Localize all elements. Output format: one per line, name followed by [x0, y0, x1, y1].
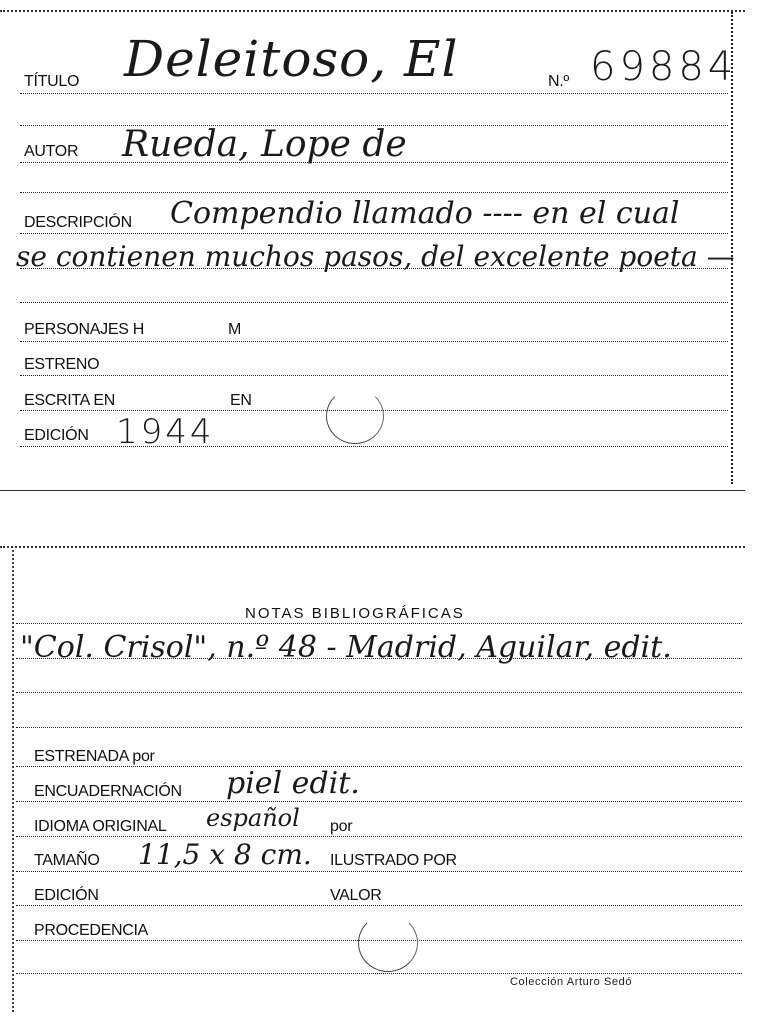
notas-rule-3: [16, 692, 742, 693]
idioma-por-label: por: [330, 818, 353, 835]
descripcion-line2: se contienen muchos pasos, del excelente poeta —: [16, 240, 735, 273]
card-left-edge: [12, 550, 14, 1012]
autor-rule: [20, 162, 728, 163]
personajes-rule: [20, 341, 728, 342]
tamano-value: 11,5 x 8 cm.: [138, 838, 312, 871]
catalog-card-back: [0, 542, 745, 1012]
blank-rule-3: [20, 302, 728, 303]
estreno-label: ESTRENO: [24, 356, 100, 373]
numero-label: N.º: [548, 73, 569, 90]
card-bottom-edge: [0, 490, 745, 491]
stamp-circle-mark: [358, 914, 418, 972]
estrenada-label: ESTRENADA por: [34, 748, 155, 765]
personajes-label: PERSONAJES H: [24, 321, 144, 338]
card-top-edge: [0, 10, 745, 12]
catalog-card-front: [0, 0, 745, 492]
notas-heading: NOTAS BIBLIOGRÁFICAS: [245, 605, 465, 622]
edicion-label: EDICIÓN: [34, 887, 99, 904]
idioma-rule: [16, 836, 742, 837]
blank-rule-2: [20, 192, 728, 193]
encuadernacion-rule: [16, 801, 742, 802]
procedencia-label: PROCEDENCIA: [34, 922, 149, 939]
edicion-value: 1944: [116, 412, 215, 452]
edicion-label: EDICIÓN: [24, 427, 89, 444]
idioma-label: IDIOMA ORIGINAL: [34, 818, 167, 835]
notas-rule-4: [16, 727, 742, 728]
descripcion-rule-2: [20, 268, 728, 269]
notas-rule-1: [16, 623, 742, 624]
notas-value: "Col. Crisol", n.º 48 - Madrid, Aguilar, edit.: [20, 630, 672, 665]
blank-rule-5: [16, 973, 742, 974]
autor-value: Rueda, Lope de: [122, 124, 407, 165]
en-label: EN: [230, 392, 252, 409]
personajes-m-label: M: [228, 321, 242, 338]
coleccion-label: Colección Arturo Sedó: [510, 976, 633, 988]
escrita-label: ESCRITA EN: [24, 392, 115, 409]
titulo-value: Deleitoso, El: [124, 30, 459, 88]
descripcion-rule-1: [20, 233, 728, 234]
tamano-rule: [16, 871, 742, 872]
valor-label: VALOR: [330, 887, 382, 904]
ilustrado-label: ILUSTRADO POR: [330, 852, 457, 869]
titulo-rule: [20, 93, 728, 94]
autor-label: AUTOR: [24, 143, 79, 160]
idioma-value: español: [206, 804, 300, 832]
card-top-edge: [0, 546, 745, 548]
descripcion-line1: Compendio llamado ---- en el cual: [170, 196, 680, 231]
encuadernacion-label: ENCUADERNACIÓN: [34, 783, 182, 800]
tamano-label: TAMAÑO: [34, 852, 100, 869]
notas-rule-2: [16, 658, 742, 659]
numero-value: 69884: [590, 44, 738, 90]
edicion-rule: [16, 905, 742, 906]
descripcion-label: DESCRIPCIÓN: [24, 214, 132, 231]
encuadernacion-value: piel edit.: [226, 766, 360, 801]
stamp-circle-mark: [326, 388, 384, 444]
estrenada-rule: [16, 766, 742, 767]
estreno-rule: [20, 375, 728, 376]
titulo-label: TÍTULO: [24, 73, 80, 90]
edicion-rule: [20, 446, 728, 447]
